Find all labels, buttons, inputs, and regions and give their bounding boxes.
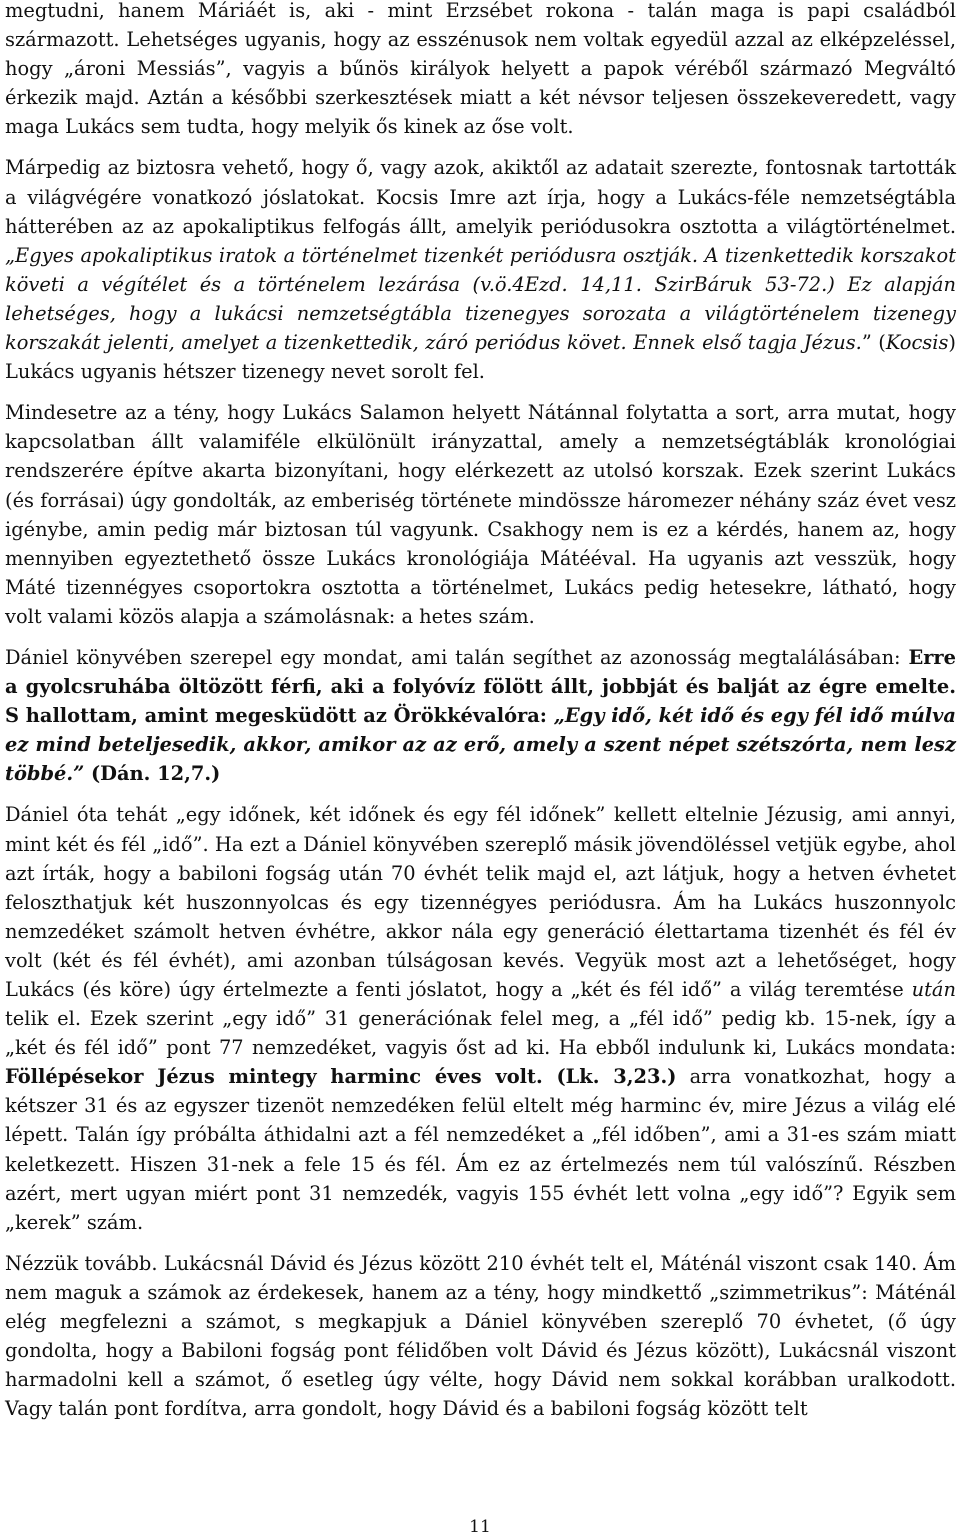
text-run: ) Lukács ugyanis hétszer tizenegy nevet sorolt fel. — [5, 331, 956, 384]
text-run: Mindesetre az a tény, hogy Lukács Salamon helyett Nátánnal folytatta a sort, arra mutat, hogy kapcsolatban állt valamiféle elkülönült irányzattal, amely a nemzetségtáblák kronológiai rendszerére építve akarta bizonyítani, hogy elérkezett az utolsó korszak. Ezek szerint Lukács (és forrásai) úgy gondolták, az emberiség története mindössze háromezer néhány száz évet vesz igénybe, amin pedig már biztosan túl vagyunk. Csakhogy nem is ez a kérdés, hanem az, hogy mennyiben egyeztethető össze Lukács kronológiája Mátééval. Ha ugyanis azt vesszük, hogy Máté tizennégyes csoportokra osztotta a történelmet, Lukács pedig hetesekre, látható, hogy volt valami közös alapja a számolásnak: a hetes szám. — [5, 401, 956, 628]
text-run: megtudni, hanem Máriáét is, aki - mint Erzsébet rokona - talán maga is papi családból származott. Lehetséges ugyanis, hogy az esszénusok nem voltak egyedül azzal az elképzeléssel, hogy „ároni Messiás”, vagyis a bűnös királyok helyett a papok véréből származó Megváltó érkezik majd. Aztán a későbbi szerkesztések miatt a két névsor teljesen összekeveredett, vagy maga Lukács sem tudta, hogy melyik ős kinek az őse volt. — [5, 0, 956, 139]
italic-text-run: Ez alapján lehetséges, hogy a lukácsi nemzetségtábla tizenegyes sorozata a világtörténelem tizenegy korszakát jelenti, amelyet a tizenkettedik, záró periódus követ. Ennek első tagja Jézus. — [5, 272, 956, 355]
bold-italic-text-run: „Egy idő, két idő és egy fél idő múlva ez mind beteljesedik, akkor, amikor az az erő, amely a szent népet szétszórta, nem lesz többé.” — [5, 704, 956, 786]
body-paragraph — [5, 643, 956, 788]
text-run: ” ( — [861, 331, 886, 355]
bold-text-run: Erre a gyolcsruhába öltözött férfi, aki a folyóvíz fölött állt, jobbját és balját az égre emelte. S hallottam, amint megesküdött az Örökkévalóra: — [5, 645, 956, 728]
body-paragraph — [5, 153, 956, 386]
page-number: 11 — [469, 1517, 491, 1537]
bold-text-run: (Dán. 12,7.) — [84, 762, 221, 786]
italic-text-run: Kocsis — [885, 331, 949, 355]
italic-text-run: után — [911, 978, 956, 1001]
body-paragraph — [5, 1249, 956, 1424]
text-run: Nézzük tovább. Lukácsnál Dávid és Jézus között 210 évhét telt el, Máténál viszont csak 140. Ám nem maguk a számok az érdekesek, hanem az a tény, hogy mindkettő „szimmetrikus”: Máténál elég megfelezni a számot, s megkapjuk a Dániel könyvében szereplő 70 évhetet, (ő úgy gondolta, hogy a Babiloni fogság pont félidőben volt Dávid és Jézus között), Lukácsnál viszont harmadolni kell a számot, ő esetleg úgy vélte, hogy Dávid nem sokkal korábban uralkodott. Vagy talán pont fordítva, arra gondolt, hogy Dávid és a babiloni fogság között telt — [5, 1251, 956, 1421]
text-run: telik el. Ezek szerint „egy idő” 31 generációnak felel meg, a „fél idő” pedig kb. 15-nek, így a „két és fél idő” pont 77 nemzedéket, vagyis őst ad ki. Ha ebből indulunk ki, Lukács mondata: — [5, 1007, 956, 1060]
text-run: Dániel könyvében szerepel egy mondat, ami talán segíthet az azonosság megtalálásában: — [5, 645, 909, 669]
text-run — [835, 273, 848, 296]
text-run: Dániel óta tehát „egy időnek, két időnek és egy fél időnek” kellett eltelnie Jézusig, ami annyi, mint két és fél „idő”. Ha ezt a Dániel könyvében szereplő másik jövendöléssel vetjük egybe, ahol azt írták, hogy a babiloni fogság után 70 évhét telik majd el, azt látjuk, hogy a hetven évhetet feloszthatjuk két huszonnyolcas és egy tizennégyes periódusra. Ám ha Lukács huszonnyolc nemzedéket számolt hetven évhétre, akkor nála egy generáció élettartama tizenhét és fél év volt (két és fél évhét), ami azonban túlságosan kevés. Vegyük most azt a lehetőséget, hogy Lukács (és köre) úgy értelmezte a fenti jóslatot, hogy a „két és fél idő” a világ teremtése — [5, 803, 956, 1001]
body-paragraph — [5, 398, 956, 631]
document-page — [5, 0, 956, 1435]
italic-text-run: „Egyes apokaliptikus iratok a történelmet tizenkét periódusra osztják. A tizenkettedik korszakot követi a végítélet és a történelem lezárása (v.ö.4Ezd. 14,11. SzirBáruk 53-72.) — [5, 243, 956, 296]
body-paragraph — [5, 0, 956, 141]
bold-text-run: Föllépésekor Jézus mintegy harminc éves volt. (Lk. 3,23.) — [5, 1065, 677, 1089]
body-paragraph — [5, 800, 956, 1236]
text-run: arra vonatkozhat, hogy a kétszer 31 és az egyszer tizenöt nemzedéken felül eltelt még harminc év, mire Jézus a világ elé lépett. Talán így próbálta áthidalni azt a fél nemzedéket a „fél időben”, ami a 31-es szám miatt keletkezett. Hiszen 31-nek a fele 15 és fél. Ám ez az értelmezés nem túl valószínű. Részben azért, mert ugyan miért pont 31 nemzedék, vagyis 155 évhét lett volna „egy idő”? Egyik sem „kerek” szám. — [5, 1065, 956, 1234]
text-run: Márpedig az biztosra vehető, hogy ő, vagy azok, akiktől az adatait szerezte, fontosnak tartották a világvégére vonatkozó jóslatokat. Kocsis Imre azt írja, hogy a Lukács-féle nemzetségtábla hátterében az az apokaliptikus felfogás állt, amelyik periódusokra osztotta a világtörténelmet. — [5, 156, 956, 238]
